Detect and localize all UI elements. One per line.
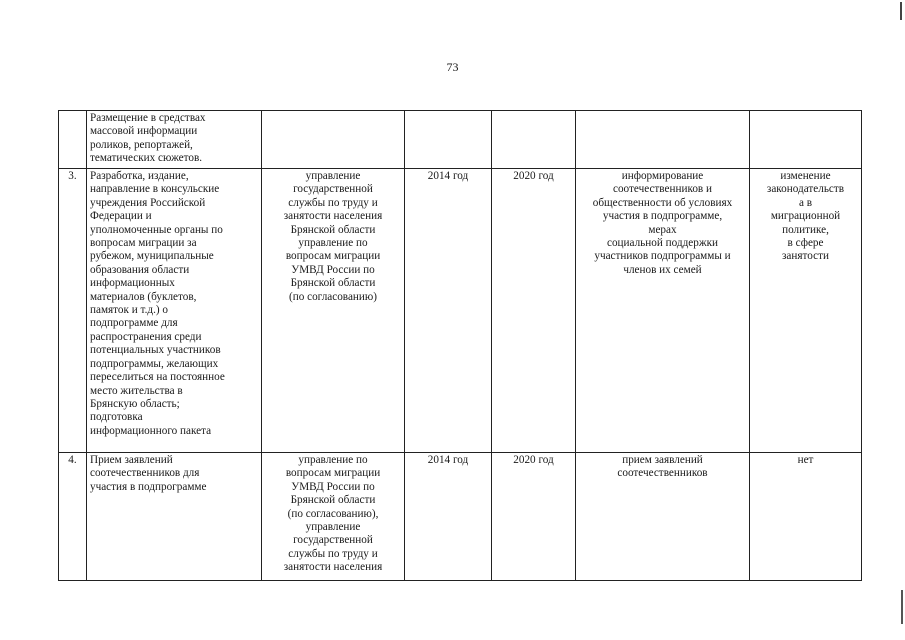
responsible-executor <box>262 111 405 169</box>
responsible-executor: управление государственной службы по труду и занятости населения Брянской области управление по вопросам миграции УМВД России по Брянской области (по согласованию) <box>262 169 405 453</box>
expected-result <box>576 111 750 169</box>
end-year: 2020 год <box>492 169 576 453</box>
scan-edge-mark-top <box>900 2 902 20</box>
expected-result: прием заявлений соотечественников <box>576 453 750 581</box>
row-number: 4. <box>59 453 87 581</box>
activity-name: Разработка, издание, направление в консульские учреждения Российской Федерации и уполномоченные органы по вопросам миграции за рубежом, муниципальные образования области информационных материалов (буклетов, памяток и т.д.) о подпрограмме для распространения среди потенциальных участников подпрограммы, желающих переселиться на постоянное место жительства в Брянскую область; подготовка информационного пакета <box>87 169 262 453</box>
row-number: 3. <box>59 169 87 453</box>
page-number: 73 <box>446 60 459 74</box>
start-year <box>405 111 492 169</box>
table-row <box>59 169 862 453</box>
end-year: 2020 год <box>492 453 576 581</box>
linked-indicators: нет <box>750 453 862 581</box>
linked-indicators: изменение законодательств а в миграционной политике, в сфере занятости <box>750 169 862 453</box>
expected-result: информирование соотечественников и общественности об условиях участия в подпрограмме, мерах социальной поддержки участников подпрограммы и членов их семей <box>576 169 750 453</box>
activity-name: Размещение в средствах массовой информации роликов, репортажей, тематических сюжетов. <box>87 111 262 169</box>
table-row <box>59 111 862 169</box>
program-activities-table <box>58 110 862 581</box>
linked-indicators <box>750 111 862 169</box>
row-number <box>59 111 87 169</box>
start-year: 2014 год <box>405 169 492 453</box>
activity-name: Прием заявлений соотечественников для участия в подпрограмме <box>87 453 262 581</box>
scan-edge-mark-bottom <box>901 590 903 624</box>
start-year: 2014 год <box>405 453 492 581</box>
end-year <box>492 111 576 169</box>
table-row <box>59 453 862 581</box>
responsible-executor: управление по вопросам миграции УМВД России по Брянской области (по согласованию), управление государственной службы по труду и занятости населения <box>262 453 405 581</box>
